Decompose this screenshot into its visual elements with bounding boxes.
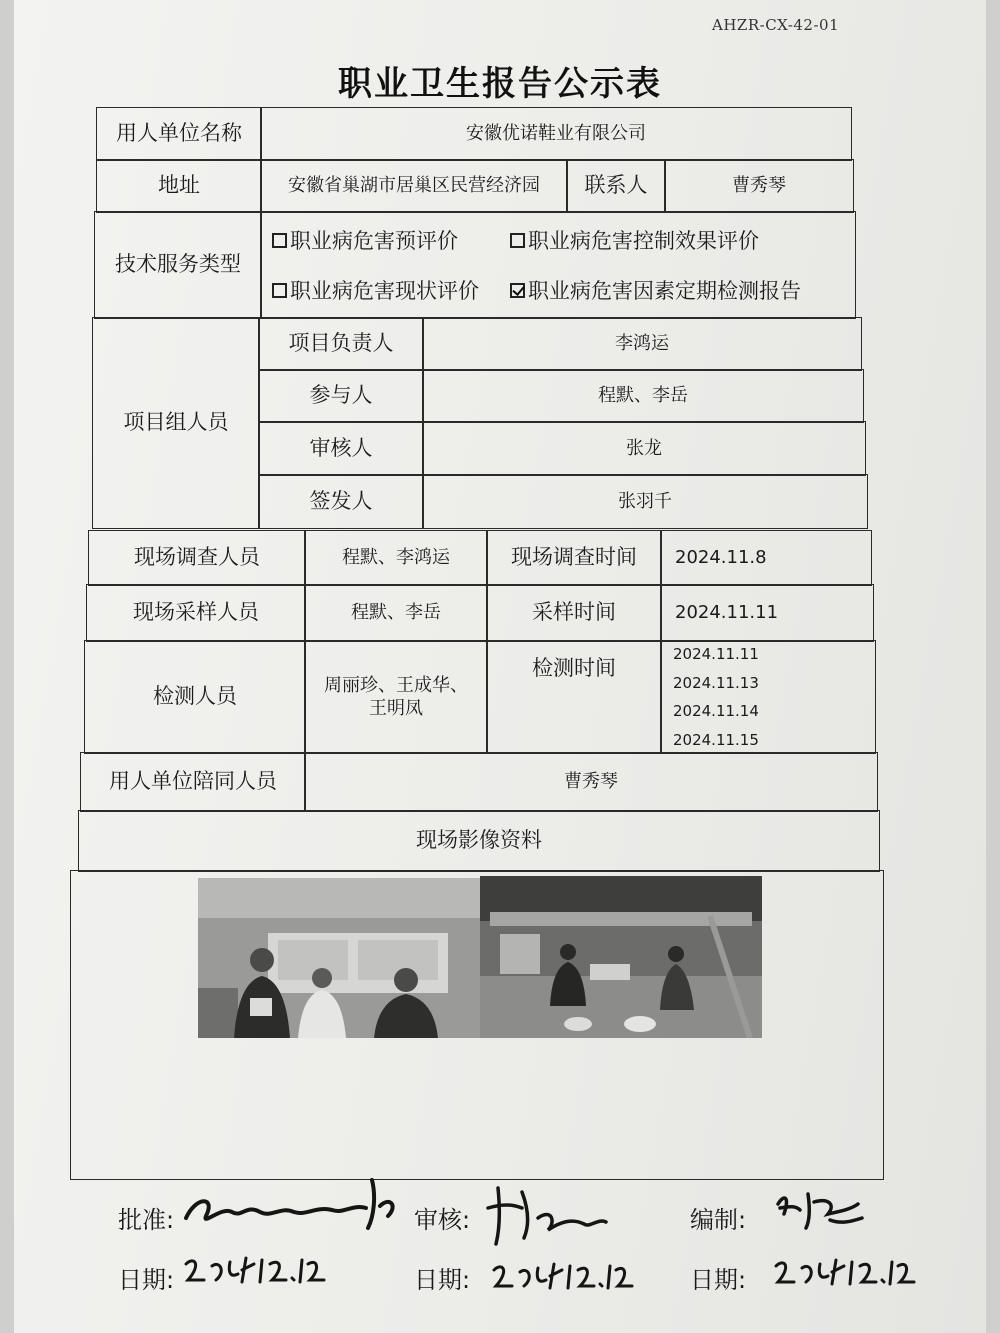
option-periodic-testing-report[interactable] xyxy=(510,275,801,305)
sampling-staff-label: 现场采样人员 xyxy=(86,584,306,642)
team-role-participants: 参与人 xyxy=(258,369,424,423)
testing-staff-line: 周丽珍、王成华、 xyxy=(324,674,468,696)
checkbox-unchecked-icon[interactable] xyxy=(272,283,287,298)
employer-value: 安徽优诺鞋业有限公司 xyxy=(260,107,852,161)
testing-date: 2024.11.14 xyxy=(673,702,759,720)
contact-label: 联系人 xyxy=(566,159,666,213)
employer-label: 用人单位名称 xyxy=(96,107,262,161)
checkbox-unchecked-icon[interactable] xyxy=(510,233,525,248)
team-name-lead: 李鸿运 xyxy=(422,317,862,371)
approve-label: 批准: xyxy=(118,1206,175,1234)
option-label: 职业病危害预评价 xyxy=(290,229,458,253)
survey-staff-value: 程默、李鸿运 xyxy=(304,530,488,586)
testing-date: 2024.11.15 xyxy=(673,730,759,749)
option-label: 职业病危害因素定期检测报告 xyxy=(528,279,801,303)
option-status-assessment[interactable] xyxy=(272,275,479,305)
compile-date-handwriting xyxy=(770,1252,920,1292)
sampling-time-value: 2024.11.11 xyxy=(660,584,874,642)
review-date-handwriting xyxy=(488,1256,638,1296)
team-name-participants: 程默、李岳 xyxy=(422,369,864,423)
approver-signature xyxy=(176,1176,416,1236)
compile-label: 编制: xyxy=(690,1206,747,1234)
testing-time-label: 检测时间 xyxy=(486,640,662,754)
service-type-label: 技术服务类型 xyxy=(94,211,262,319)
testing-date: 2024.11.13 xyxy=(673,673,759,692)
approve-date-label: 日期: xyxy=(118,1266,175,1294)
testing-dates xyxy=(660,640,876,754)
compiler-signature xyxy=(770,1184,870,1234)
workshop-photo-image xyxy=(480,876,762,1038)
team-role-reviewer: 审核人 xyxy=(258,421,424,476)
site-photo-workshop xyxy=(480,876,762,1038)
team-role-lead: 项目负责人 xyxy=(258,317,424,371)
review-date-label: 日期: xyxy=(414,1266,471,1294)
escort-value: 曹秀琴 xyxy=(304,752,878,812)
survey-time-value: 2024.11.8 xyxy=(660,530,872,586)
document-code: AHZR-CX-42-01 xyxy=(712,16,840,34)
escort-label: 用人单位陪同人员 xyxy=(80,752,306,812)
reviewer-signature xyxy=(478,1178,618,1248)
survey-time-label: 现场调查时间 xyxy=(486,530,662,586)
option-control-effect-assessment[interactable] xyxy=(510,225,759,255)
testing-staff-line: 王明凤 xyxy=(369,698,423,719)
sampling-time-label: 采样时间 xyxy=(486,584,662,642)
page-title: 职业卫生报告公示表 xyxy=(338,64,662,104)
testing-staff-label: 检测人员 xyxy=(84,640,306,754)
team-photo-image xyxy=(198,878,482,1038)
team-role-issuer: 签发人 xyxy=(258,474,424,529)
contact-value: 曹秀琴 xyxy=(664,159,854,213)
survey-staff-label: 现场调查人员 xyxy=(88,530,306,586)
address-label: 地址 xyxy=(96,159,262,213)
checkbox-unchecked-icon[interactable] xyxy=(272,233,287,248)
project-team-label: 项目组人员 xyxy=(92,317,260,529)
address-value: 安徽省巢湖市居巢区民营经济园 xyxy=(260,159,568,213)
compile-date-label: 日期: xyxy=(690,1266,747,1294)
team-name-reviewer: 张龙 xyxy=(422,421,866,476)
option-pre-assessment[interactable] xyxy=(272,225,458,255)
team-name-issuer: 张羽千 xyxy=(422,474,868,529)
testing-staff-value xyxy=(304,640,488,754)
checkbox-checked-icon[interactable] xyxy=(510,283,525,298)
media-label: 现场影像资料 xyxy=(78,810,880,872)
approve-date-handwriting xyxy=(180,1250,330,1290)
option-label: 职业病危害现状评价 xyxy=(290,279,479,303)
sampling-staff-value: 程默、李岳 xyxy=(304,584,488,642)
testing-date: 2024.11.11 xyxy=(673,645,759,663)
site-photo-team xyxy=(198,878,482,1038)
review-label: 审核: xyxy=(414,1206,471,1234)
option-label: 职业病危害控制效果评价 xyxy=(528,229,759,253)
